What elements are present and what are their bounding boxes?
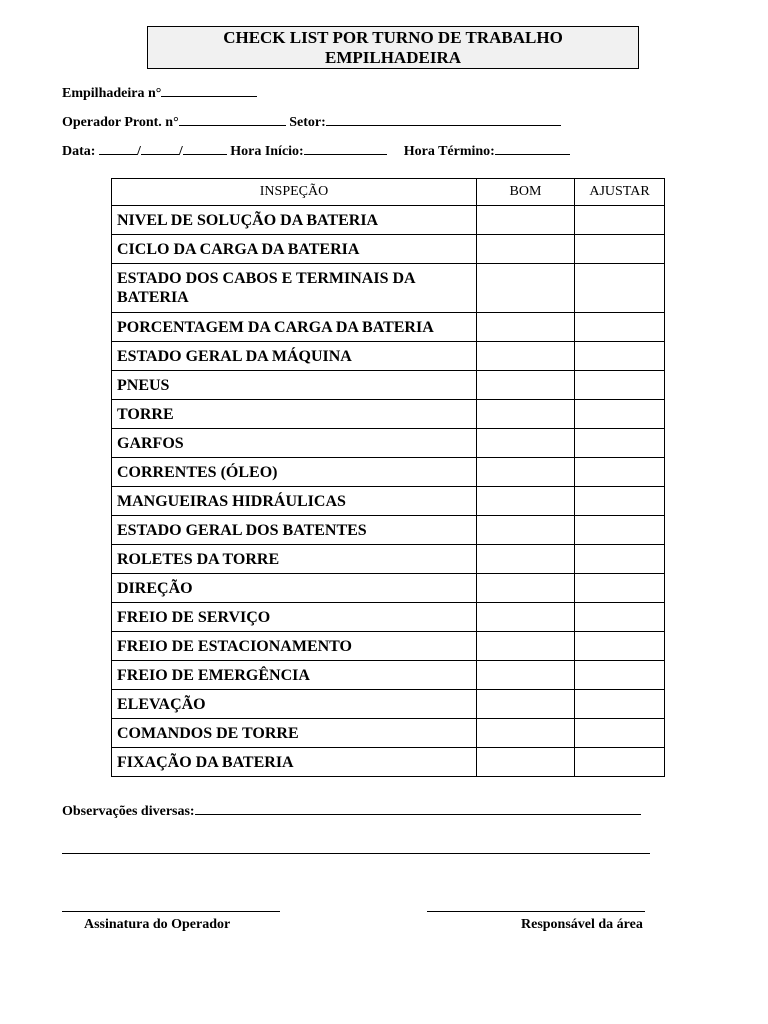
- setor-label: Setor:: [289, 115, 326, 130]
- observacoes-extra-line[interactable]: [62, 853, 650, 854]
- inspection-table: [111, 178, 665, 777]
- ajustar-cell[interactable]: [575, 545, 665, 574]
- bom-cell[interactable]: [477, 603, 575, 632]
- hora-inicio-blank[interactable]: [304, 141, 387, 155]
- bom-cell[interactable]: [477, 371, 575, 400]
- ajustar-cell[interactable]: [575, 603, 665, 632]
- ajustar-cell[interactable]: [575, 748, 665, 777]
- table-row: [112, 313, 665, 342]
- bom-cell[interactable]: [477, 429, 575, 458]
- responsavel-area-label: Responsável da área: [521, 917, 643, 932]
- inspection-item: PORCENTAGEM DA CARGA DA BATERIA: [112, 313, 477, 342]
- header-ajustar: AJUSTAR: [575, 179, 665, 206]
- table-row: [112, 661, 665, 690]
- bom-cell[interactable]: [477, 206, 575, 235]
- bom-cell[interactable]: [477, 661, 575, 690]
- table-row: [112, 206, 665, 235]
- table-row: [112, 603, 665, 632]
- bom-cell[interactable]: [477, 235, 575, 264]
- ajustar-cell[interactable]: [575, 206, 665, 235]
- table-row: [112, 487, 665, 516]
- inspection-item: ROLETES DA TORRE: [112, 545, 477, 574]
- inspection-item: ESTADO GERAL DA MÁQUINA: [112, 342, 477, 371]
- signature-line-operator[interactable]: [62, 911, 280, 912]
- title-line-1: CHECK LIST POR TURNO DE TRABALHO: [223, 28, 563, 47]
- hora-termino-blank[interactable]: [495, 141, 570, 155]
- inspection-item: ELEVAÇÃO: [112, 690, 477, 719]
- empilhadeira-label: Empilhadeira n°: [62, 86, 162, 101]
- bom-cell[interactable]: [477, 574, 575, 603]
- observacoes-label: Observações diversas:: [62, 804, 195, 819]
- table-row: [112, 574, 665, 603]
- inspection-item: COMANDOS DE TORRE: [112, 719, 477, 748]
- ajustar-cell[interactable]: [575, 342, 665, 371]
- ajustar-cell[interactable]: [575, 574, 665, 603]
- title-line-2: EMPILHADEIRA: [324, 48, 461, 67]
- table-row: [112, 235, 665, 264]
- header-bom: BOM: [477, 179, 575, 206]
- ajustar-cell[interactable]: [575, 516, 665, 545]
- ajustar-cell[interactable]: [575, 371, 665, 400]
- table-row: [112, 429, 665, 458]
- operador-blank[interactable]: [179, 112, 286, 126]
- ajustar-cell[interactable]: [575, 719, 665, 748]
- bom-cell[interactable]: [477, 458, 575, 487]
- field-observacoes: [62, 801, 641, 820]
- ajustar-cell[interactable]: [575, 458, 665, 487]
- inspection-item: CICLO DA CARGA DA BATERIA: [112, 235, 477, 264]
- table-row: [112, 371, 665, 400]
- hora-inicio-label: Hora Início:: [230, 144, 304, 159]
- ajustar-cell[interactable]: [575, 487, 665, 516]
- bom-cell[interactable]: [477, 264, 575, 313]
- inspection-item: NIVEL DE SOLUÇÃO DA BATERIA: [112, 206, 477, 235]
- table-row: [112, 264, 665, 313]
- inspection-item: FREIO DE EMERGÊNCIA: [112, 661, 477, 690]
- inspection-item: FREIO DE ESTACIONAMENTO: [112, 632, 477, 661]
- table-row: [112, 719, 665, 748]
- bom-cell[interactable]: [477, 342, 575, 371]
- bom-cell[interactable]: [477, 690, 575, 719]
- assinatura-operador-label: Assinatura do Operador: [84, 917, 231, 932]
- empilhadeira-blank[interactable]: [161, 83, 257, 97]
- ajustar-cell[interactable]: [575, 313, 665, 342]
- table-row: [112, 545, 665, 574]
- ajustar-cell[interactable]: [575, 264, 665, 313]
- ajustar-cell[interactable]: [575, 690, 665, 719]
- bom-cell[interactable]: [477, 400, 575, 429]
- bom-cell[interactable]: [477, 313, 575, 342]
- table-row: [112, 516, 665, 545]
- bom-cell[interactable]: [477, 545, 575, 574]
- date-separator-2: /: [178, 144, 183, 159]
- inspection-item: CORRENTES (ÓLEO): [112, 458, 477, 487]
- date-day-blank[interactable]: [99, 141, 137, 155]
- ajustar-cell[interactable]: [575, 235, 665, 264]
- operador-label: Operador Pront. n°: [62, 115, 179, 130]
- date-month-blank[interactable]: [141, 141, 179, 155]
- observacoes-blank[interactable]: [195, 801, 641, 815]
- table-row: [112, 632, 665, 661]
- table-row: [112, 400, 665, 429]
- header-inspecao: INSPEÇÃO: [112, 179, 477, 206]
- table-row: [112, 342, 665, 371]
- inspection-item: GARFOS: [112, 429, 477, 458]
- bom-cell[interactable]: [477, 487, 575, 516]
- bom-cell[interactable]: [477, 748, 575, 777]
- date-year-blank[interactable]: [183, 141, 227, 155]
- bom-cell[interactable]: [477, 632, 575, 661]
- inspection-item: FIXAÇÃO DA BATERIA: [112, 748, 477, 777]
- ajustar-cell[interactable]: [575, 429, 665, 458]
- bom-cell[interactable]: [477, 719, 575, 748]
- inspection-item: TORRE: [112, 400, 477, 429]
- hora-termino-label: Hora Término:: [403, 144, 495, 159]
- table-row: [112, 748, 665, 777]
- field-operador: [62, 112, 561, 131]
- inspection-item: DIREÇÃO: [112, 574, 477, 603]
- ajustar-cell[interactable]: [575, 400, 665, 429]
- field-data-hora: [62, 141, 570, 160]
- table-row: [112, 690, 665, 719]
- data-label: Data:: [62, 144, 96, 159]
- setor-blank[interactable]: [326, 112, 561, 126]
- form-title: [147, 26, 639, 69]
- inspection-item: ESTADO GERAL DOS BATENTES: [112, 516, 477, 545]
- inspection-item: PNEUS: [112, 371, 477, 400]
- table-row: [112, 458, 665, 487]
- inspection-item: FREIO DE SERVIÇO: [112, 603, 477, 632]
- ajustar-cell[interactable]: [575, 661, 665, 690]
- inspection-item: ESTADO DOS CABOS E TERMINAIS DA BATERIA: [112, 264, 477, 313]
- table-header-row: [112, 179, 665, 206]
- inspection-item: MANGUEIRAS HIDRÁULICAS: [112, 487, 477, 516]
- field-empilhadeira: [62, 83, 257, 102]
- date-separator-1: /: [136, 144, 141, 159]
- bom-cell[interactable]: [477, 516, 575, 545]
- ajustar-cell[interactable]: [575, 632, 665, 661]
- signature-line-responsible[interactable]: [427, 911, 645, 912]
